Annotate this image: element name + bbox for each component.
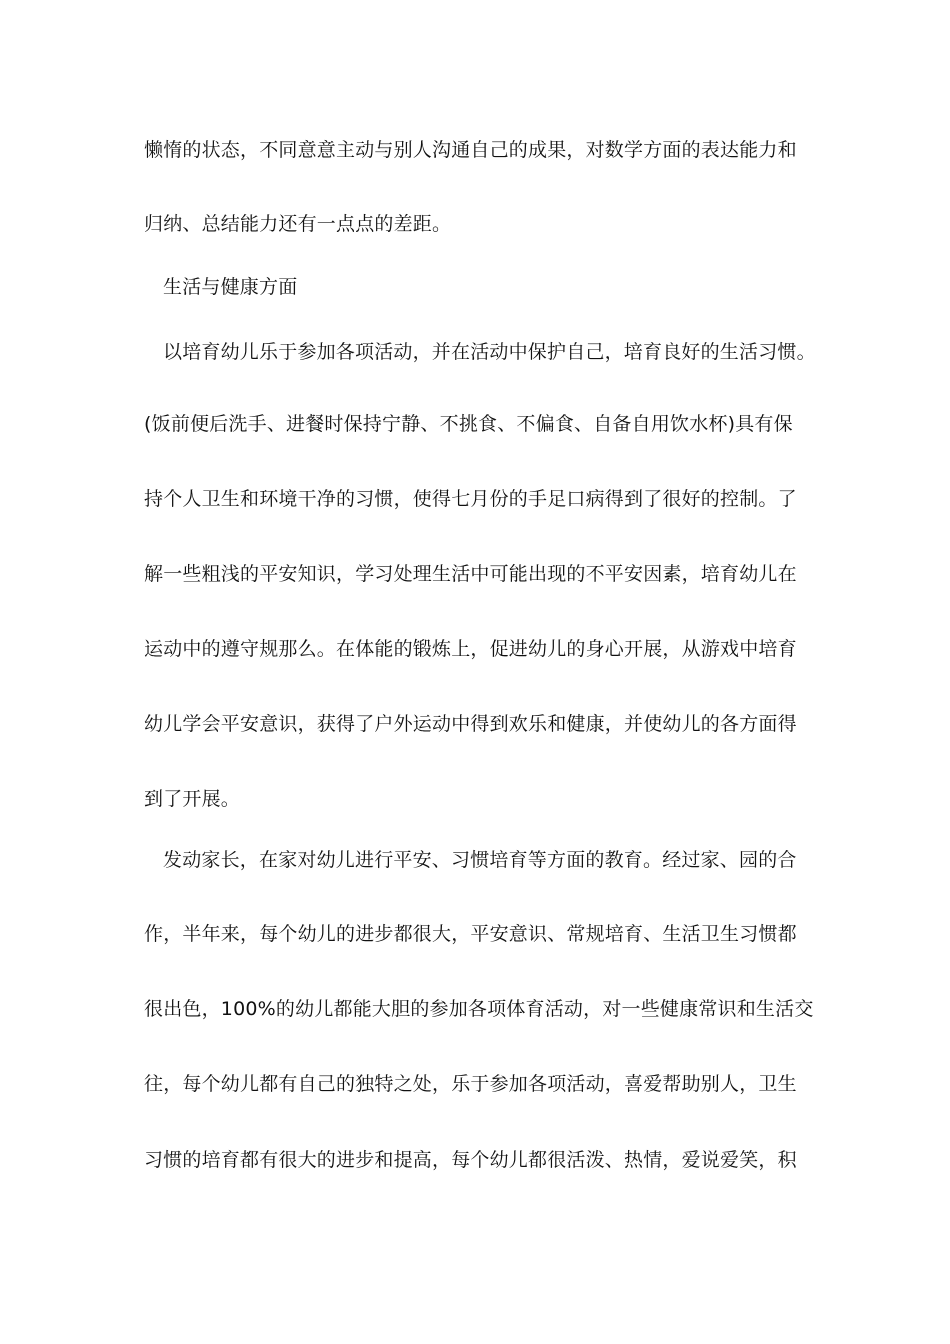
text-line-11: 发动家长，在家对幼儿进行平安、习惯培育等方面的教育。经过家、园的合 [163, 849, 797, 871]
text-line-14: 往，每个幼儿都有自己的独特之处，乐于参加各项活动，喜爱帮助别人，卫生 [144, 1073, 797, 1095]
section-heading: 生活与健康方面 [163, 276, 298, 298]
text-line-13: 很出色，100%的幼儿都能大胆的参加各项体育活动，对一些健康常识和生活交 [144, 998, 814, 1020]
text-line-6: 持个人卫生和环境干净的习惯，使得七月份的手足口病得到了很好的控制。了 [144, 488, 797, 510]
text-line-8: 运动中的遵守规那么。在体能的锻炼上，促进幼儿的身心开展，从游戏中培育 [144, 638, 797, 660]
text-line-15: 习惯的培育都有很大的进步和提高，每个幼儿都很活泼、热情，爱说爱笑，积 [144, 1149, 797, 1171]
text-line-1: 懒惰的状态，不同意意主动与别人沟通自己的成果，对数学方面的表达能力和 [144, 139, 797, 161]
text-line-2: 归纳、总结能力还有一点点的差距。 [144, 213, 452, 235]
text-line-5: (饭前便后洗手、进餐时保持宁静、不挑食、不偏食、自备自用饮水杯)具有保 [144, 413, 793, 435]
text-line-12: 作，半年来，每个幼儿的进步都很大，平安意识、常规培育、生活卫生习惯都 [144, 923, 797, 945]
text-line-10: 到了开展。 [144, 788, 241, 810]
text-line-4: 以培育幼儿乐于参加各项活动，并在活动中保护自己，培育良好的生活习惯。 [163, 341, 816, 363]
text-line-7: 解一些粗浅的平安知识，学习处理生活中可能出现的不平安因素，培育幼儿在 [144, 563, 797, 585]
text-line-9: 幼儿学会平安意识，获得了户外运动中得到欢乐和健康，并使幼儿的各方面得 [144, 713, 797, 735]
